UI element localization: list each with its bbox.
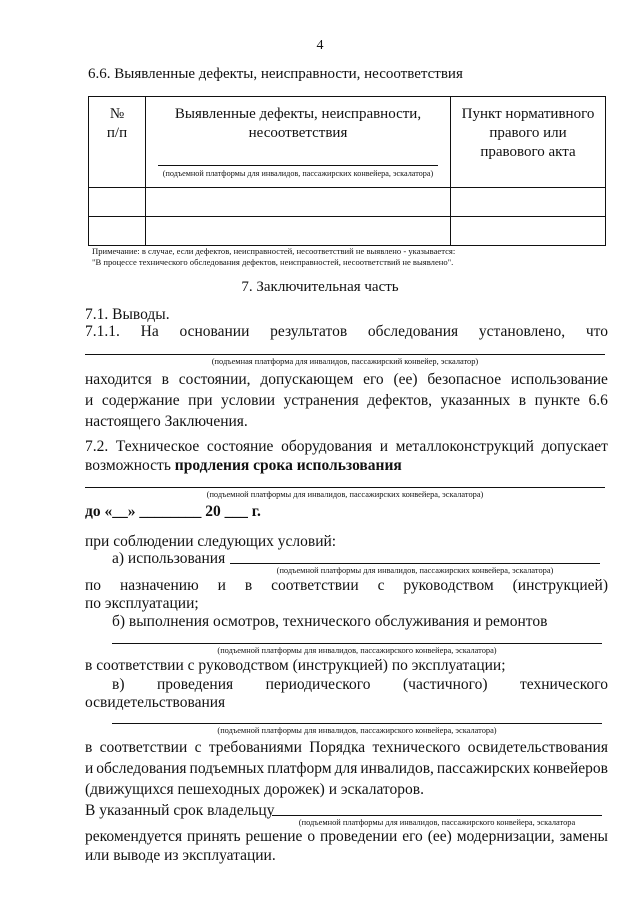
caption-7-1-1: (подъемная платформа для инвалидов, пассажирский конвейер, эскалатор): [211, 357, 479, 366]
word: соответствии: [271, 577, 359, 594]
word: периодического: [265, 676, 371, 693]
table-cell[interactable]: [451, 217, 606, 246]
word: допускающем: [260, 371, 354, 388]
word: состояние: [206, 438, 274, 455]
word: содержание: [101, 392, 180, 409]
fill-line-cond-a[interactable]: [230, 563, 600, 564]
word: 7.2.: [85, 438, 109, 455]
fill-line-owner[interactable]: [272, 815, 602, 816]
word: состоянии,: [178, 371, 251, 388]
word: результатов: [270, 323, 348, 340]
word: подъемных: [189, 760, 265, 777]
word: в: [85, 739, 93, 756]
cond-b-line-1: б) выполнения осмотров, технического обслуживания и ремонтов: [112, 613, 548, 630]
date-line[interactable]: до «__» ________ 20 ___ г.: [85, 503, 261, 520]
word: что: [585, 323, 608, 340]
col-header-number-l1: №: [109, 106, 125, 122]
word: проведении: [319, 828, 398, 845]
word: в: [244, 577, 253, 594]
s72-plain: возможность: [85, 457, 175, 474]
word: На: [140, 323, 159, 340]
table-cell[interactable]: [89, 188, 146, 217]
defects-table: [88, 96, 606, 246]
caption-cond-v: (подъемной платформы для инвалидов, пассажирского конвейера, эскалатора): [217, 726, 497, 735]
page-number: 4: [316, 38, 324, 53]
col-header-defects-l1: Выявленные дефекты, неисправности,: [174, 106, 422, 122]
word: безопасное: [427, 371, 502, 388]
word: дефектов,: [367, 392, 433, 409]
word: при: [188, 392, 213, 409]
cond-a-line-3: по эксплуатации;: [85, 595, 199, 612]
s711-text-line-1: [85, 369, 608, 390]
word: руководством: [403, 577, 494, 594]
word: 6.6: [588, 392, 608, 409]
word: 7.1.1.: [85, 323, 120, 340]
cond-v-line-4: [85, 758, 608, 779]
s72-line-2: [85, 455, 402, 476]
word: пассажирских: [436, 760, 531, 777]
table-header-row: [89, 97, 606, 188]
final-line-1: [85, 826, 608, 847]
word: проведения: [156, 676, 234, 693]
word: с: [377, 577, 385, 594]
cond-v-line-3: [85, 737, 608, 758]
word: (ее): [393, 371, 418, 388]
fill-line-cond-b[interactable]: [112, 643, 602, 644]
caption-7-2: (подъемной платформы для инвалидов, пассажирских конвейера, эскалатора): [206, 490, 484, 499]
word: условии: [221, 392, 276, 409]
section-7-title: 7. Заключительная часть: [241, 279, 399, 295]
word: и: [379, 438, 389, 455]
word: и: [85, 760, 94, 777]
table-cell[interactable]: [451, 188, 606, 217]
word: в: [161, 371, 169, 388]
word: конвейеров: [533, 760, 608, 777]
fill-line-7-1-1[interactable]: [85, 354, 605, 355]
col-header-defects-l2: несоответствия: [248, 125, 348, 141]
word: принять: [187, 828, 241, 845]
final-line-2: или выводе из эксплуатации.: [85, 847, 276, 864]
word: инвалидов,: [360, 760, 434, 777]
word: для: [334, 760, 358, 777]
col-header-number: [89, 97, 146, 188]
word: устранения: [283, 392, 359, 409]
table-row: [89, 188, 606, 217]
caption-cond-a: (подъемной платформы для инвалидов, пассажирских конвейера, эскалатора): [276, 566, 554, 575]
word: рекомендуется: [85, 828, 183, 845]
word: его: [402, 828, 423, 845]
owner-line: В указанный срок владельцу: [85, 802, 275, 819]
word: указанных: [440, 392, 511, 409]
word: освидетельствования: [467, 739, 608, 756]
col-header-act-l2: правого или: [489, 125, 567, 141]
cond-v-line-2: освидетельствования: [85, 694, 226, 711]
word: допускает: [541, 438, 608, 455]
col-header-act-l1: Пункт нормативного: [461, 106, 595, 122]
word: обследования: [367, 323, 459, 340]
col-header-defects: [146, 97, 451, 188]
word: по: [85, 577, 102, 594]
word: (инструкцией): [512, 577, 608, 594]
section-7-1-1-line: [85, 321, 608, 342]
section-7-1-title: 7.1. Выводы.: [85, 306, 170, 323]
cond-v-line-5: (движущихся пешеходных дорожек) и эскалаторов.: [85, 781, 424, 798]
section-6-6-title: 6.6. Выявленные дефекты, неисправности, несоответствия: [88, 66, 463, 82]
fill-line-cond-v[interactable]: [112, 723, 602, 724]
word: установлено,: [478, 323, 566, 340]
table-cell[interactable]: [146, 217, 451, 246]
note-line-2: "В процессе технического обследования дефектов, неисправностей, несоответствий не выявлено".: [92, 257, 454, 267]
word: с: [194, 739, 202, 756]
conditions-intro: при соблюдении следующих условий:: [85, 533, 337, 550]
col-header-number-l2: п/п: [106, 125, 128, 141]
cond-a-label: а) использования: [112, 550, 226, 567]
table-row: [89, 217, 606, 246]
col-header-act: [451, 97, 606, 188]
word: о: [307, 828, 316, 845]
word: (ее): [427, 828, 452, 845]
col-header-defects-caption: (подъемной платформы для инвалидов, пассажирских конвейера, эскалатора): [158, 165, 438, 179]
fill-line-7-2[interactable]: [85, 487, 605, 488]
s711-text-line-3: настоящего Заключения.: [85, 413, 248, 430]
word: платформ: [267, 760, 332, 777]
word: технического: [372, 739, 461, 756]
s72-line-1: [85, 436, 608, 457]
word: и: [85, 392, 94, 409]
word: в): [112, 676, 125, 693]
table-cell[interactable]: [146, 188, 451, 217]
word: пункте: [534, 392, 580, 409]
col-header-act-l3: правового акта: [480, 144, 576, 160]
s72-bold: продления срока использования: [174, 457, 402, 474]
word: и: [217, 577, 226, 594]
caption-cond-b: (подъемной платформы для инвалидов, пассажирского конвейера, эскалатора): [217, 646, 497, 655]
word: его: [363, 371, 384, 388]
s711-text-line-2: [85, 390, 608, 411]
word: находится: [85, 371, 152, 388]
word: в: [518, 392, 527, 409]
word: основании: [179, 323, 250, 340]
word: обследования: [96, 760, 187, 777]
word: решение: [245, 828, 303, 845]
word: Порядка: [309, 739, 366, 756]
word: замены: [559, 828, 608, 845]
note-line-1: Примечание: в случае, если дефектов, неисправностей, несоответствий не выявлено - указывается:: [92, 246, 456, 256]
word: использование: [510, 371, 608, 388]
word: требованиями: [208, 739, 302, 756]
word: соответствии: [99, 739, 188, 756]
word: назначению: [119, 577, 199, 594]
word: (частичного): [403, 676, 488, 693]
word: модернизации,: [456, 828, 555, 845]
word: металлоконструкций: [395, 438, 534, 455]
word: технического: [520, 676, 608, 693]
word: оборудования: [281, 438, 373, 455]
caption-owner: (подъемной платформы для инвалидов, пассажирского конвейера, эскалатора: [298, 818, 576, 827]
cond-b-line-2: в соответствии с руководством (инструкцией) по эксплуатации;: [85, 657, 506, 674]
table-cell[interactable]: [89, 217, 146, 246]
word: Техническое: [115, 438, 200, 455]
